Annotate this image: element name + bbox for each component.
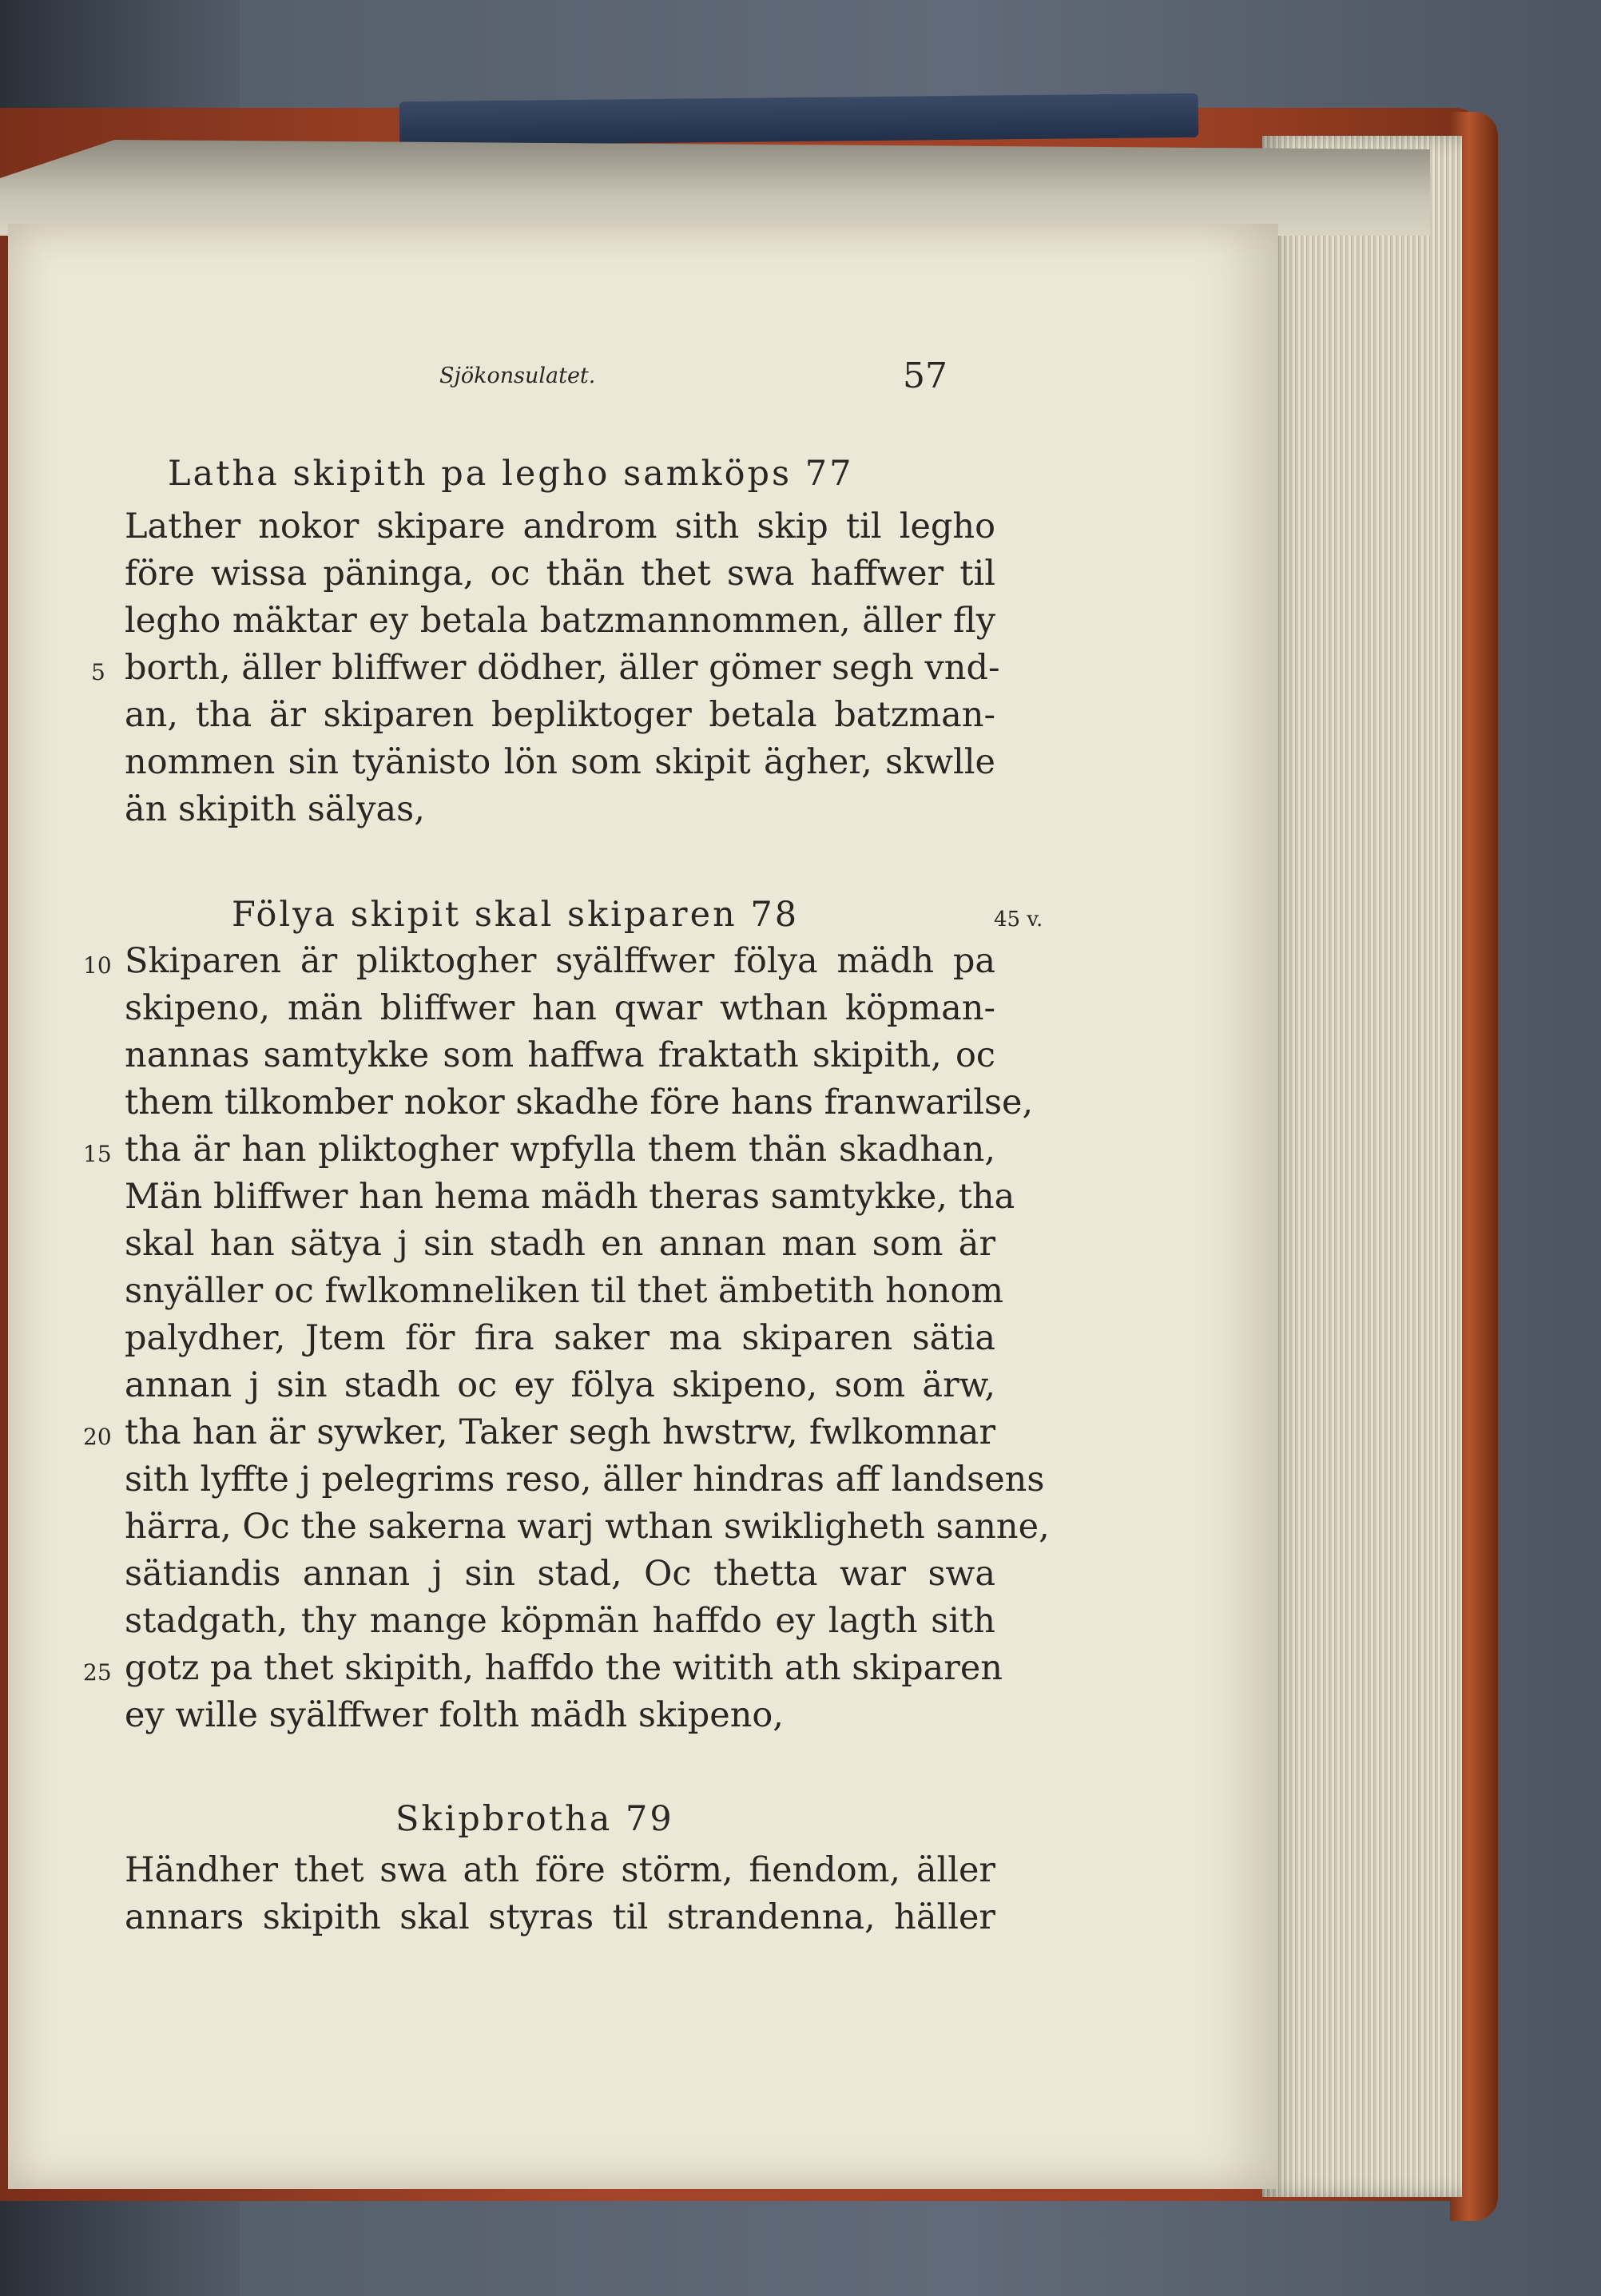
page-top-edge bbox=[0, 140, 1430, 236]
text-line: Lather nokor skipare androm sith skip til legho bbox=[125, 506, 995, 546]
text-line: tha är han pliktogher wpfylla them thän skadhan, bbox=[125, 1130, 995, 1170]
section-heading: Fölya skipit skal skiparen 78 bbox=[232, 895, 800, 935]
line-number: 10 bbox=[83, 952, 112, 979]
text-line: Män bliffwer han hema mädh theras samtykke, tha bbox=[125, 1177, 1015, 1217]
text-line: gotz pa thet skipith, haffdo the witith ath skiparen bbox=[125, 1648, 1003, 1688]
book-page bbox=[8, 224, 1278, 2189]
section-heading: Latha skipith pa legho samköps 77 bbox=[168, 454, 854, 494]
text-line: stadgath, thy mange köpmän haffdo ey lagth sith bbox=[125, 1601, 995, 1641]
text-line: ey wille syälffwer folth mädh skipeno, bbox=[125, 1695, 784, 1735]
text-line: nommen sin tyänisto lön som skipit ägher, skwlle bbox=[125, 742, 995, 782]
page-number: 57 bbox=[903, 356, 947, 396]
page-stack-edge bbox=[1262, 136, 1462, 2197]
running-title: Sjökonsulatet. bbox=[439, 363, 596, 388]
text-line: tha han är sywker, Taker segh hwstrw, fwlkomnar bbox=[125, 1412, 995, 1452]
margin-note: 45 v. bbox=[994, 908, 1043, 932]
text-line: härra, Oc the sakerna warj wthan swikligheth sanne, bbox=[125, 1507, 1050, 1547]
line-number: 20 bbox=[83, 1424, 112, 1450]
text-line: legho mäktar ey betala batzmannommen, äller fly bbox=[125, 601, 995, 641]
text-line: än skipith sälyas, bbox=[125, 789, 425, 829]
line-number: 5 bbox=[91, 659, 105, 685]
text-line: skal han sätya j sin stadh en annan man som är bbox=[125, 1224, 995, 1264]
line-number: 25 bbox=[83, 1659, 112, 1686]
text-line: borth, äller bliffwer dödher, äller gömer segh vnd- bbox=[125, 648, 1000, 688]
text-line: palydher, Jtem för fira saker ma skiparen sätia bbox=[125, 1318, 995, 1358]
text-line: sith lyffte j pelegrims reso, äller hindras aff landsens bbox=[125, 1460, 1045, 1500]
text-line: Skiparen är pliktogher syälffwer fölya mädh pa bbox=[125, 941, 995, 981]
text-line: an, tha är skiparen bepliktoger betala batzman- bbox=[125, 695, 995, 735]
text-line: Händher thet swa ath före störm, fiendom, äller bbox=[125, 1850, 995, 1890]
section-heading: Skipbrotha 79 bbox=[395, 1799, 674, 1839]
text-line: them tilkomber nokor skadhe före hans franwarilse, bbox=[125, 1082, 1034, 1122]
text-line: före wissa päninga, oc thän thet swa haffwer til bbox=[125, 554, 995, 594]
text-line: snyäller oc fwlkomneliken til thet ämbetith honom bbox=[125, 1271, 1004, 1311]
text-line: annan j sin stadh oc ey fölya skipeno, som ärw, bbox=[125, 1365, 995, 1405]
text-line: annars skipith skal styras til strandenna, häller bbox=[125, 1897, 995, 1937]
book-spine-band bbox=[399, 93, 1199, 145]
text-line: sätiandis annan j sin stad, Oc thetta war swa bbox=[125, 1554, 995, 1594]
text-line: nannas samtykke som haffwa fraktath skipith, oc bbox=[125, 1035, 995, 1075]
text-line: skipeno, män bliffwer han qwar wthan köpman- bbox=[125, 988, 995, 1028]
line-number: 15 bbox=[83, 1141, 112, 1167]
